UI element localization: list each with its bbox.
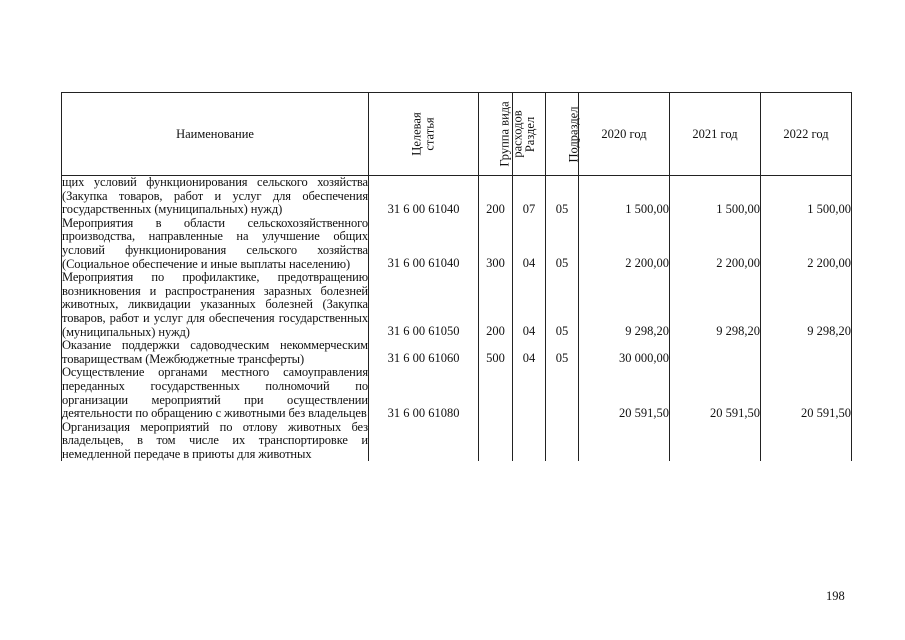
row-expense-group [479,421,513,462]
row-expense-group: 200 [479,176,513,217]
row-subsection [546,421,579,462]
row-name: Осуществление органами местного самоуправления переданных государственных полномочий по организации мероприятий при осуществлении деятельности по обращению с животными без владельцев [62,365,368,421]
row-expense-group: 300 [479,217,513,271]
header-name: Наименование [62,93,369,176]
header-group-line1: Группа вида [497,100,512,167]
table-row [62,176,852,217]
row-2021: 9 298,20 [670,271,761,339]
table-row [62,366,852,420]
table-row [62,217,852,271]
row-2022 [761,421,852,462]
row-target-article: 31 6 00 61040 [369,217,479,271]
row-subsection: 05 [546,271,579,339]
row-subsection: 05 [546,339,579,366]
row-2022: 9 298,20 [761,271,852,339]
header-target-line2: статья [422,116,437,151]
table-row [62,421,852,462]
row-expense-group: 200 [479,271,513,339]
row-section: 04 [513,339,546,366]
row-section: 04 [513,217,546,271]
row-2020: 2 200,00 [579,217,670,271]
row-2022 [761,339,852,366]
row-section: 07 [513,176,546,217]
budget-table [61,92,852,461]
header-target-article [369,93,479,176]
table-row [62,339,852,366]
row-2021 [670,421,761,462]
row-name: Организация мероприятий по отлову животных без владельцев, в том числе их транспортировке и немедленной передаче в приюты для животных [62,419,368,461]
row-2020 [579,421,670,462]
header-group-line2: расходов [510,109,525,158]
row-2020: 9 298,20 [579,271,670,339]
row-2020: 1 500,00 [579,176,670,217]
header-2022: 2022 год [761,93,852,176]
header-2020: 2020 год [579,93,670,176]
row-expense-group [479,366,513,420]
table-header-row [62,93,852,176]
row-name: щих условий функционирования сельского хозяйства (Закупка товаров, работ и услуг для обеспечения государственных (муниципальных) нужд) [62,175,368,217]
header-2021: 2021 год [670,93,761,176]
row-subsection: 05 [546,176,579,217]
header-target-line1: Целевая [409,111,424,156]
row-target-article: 31 6 00 61080 [369,366,479,420]
row-2021: 20 591,50 [670,366,761,420]
row-2020: 20 591,50 [579,366,670,420]
row-2020: 30 000,00 [579,339,670,366]
header-section-label: Раздел [523,116,538,152]
row-target-article [369,421,479,462]
row-2022: 1 500,00 [761,176,852,217]
row-target-article: 31 6 00 61050 [369,271,479,339]
header-subsection-label: Подраздел [566,106,581,162]
row-section [513,366,546,420]
row-2021 [670,339,761,366]
row-target-article: 31 6 00 61060 [369,339,479,366]
row-2021: 2 200,00 [670,217,761,271]
row-2022: 20 591,50 [761,366,852,420]
row-subsection [546,366,579,420]
row-name: Мероприятия в области сельскохозяйственного производства, направленные на улучшение общих условий функционирования сельского хозяйства (Социальное обеспечение и иные выплаты населению) [62,215,368,271]
row-subsection: 05 [546,217,579,271]
header-subsection [546,93,579,176]
row-2021: 1 500,00 [670,176,761,217]
row-section [513,421,546,462]
row-2022: 2 200,00 [761,217,852,271]
header-expense-group [479,93,525,176]
row-name: Оказание поддержки садоводческим некоммерческим товариществам (Межбюджетные трансферты) [62,338,368,366]
row-section: 04 [513,271,546,339]
table-row [62,271,852,339]
page-number: 198 [826,589,845,603]
row-expense-group: 500 [479,339,513,366]
row-target-article: 31 6 00 61040 [369,176,479,217]
row-name: Мероприятия по профилактике, предотвращению возникновения и распространения заразных болезней животных, ликвидации указанных болезней (Закупка товаров, работ и услуг для обеспечения государственных (муниципальных) нужд) [62,270,368,339]
